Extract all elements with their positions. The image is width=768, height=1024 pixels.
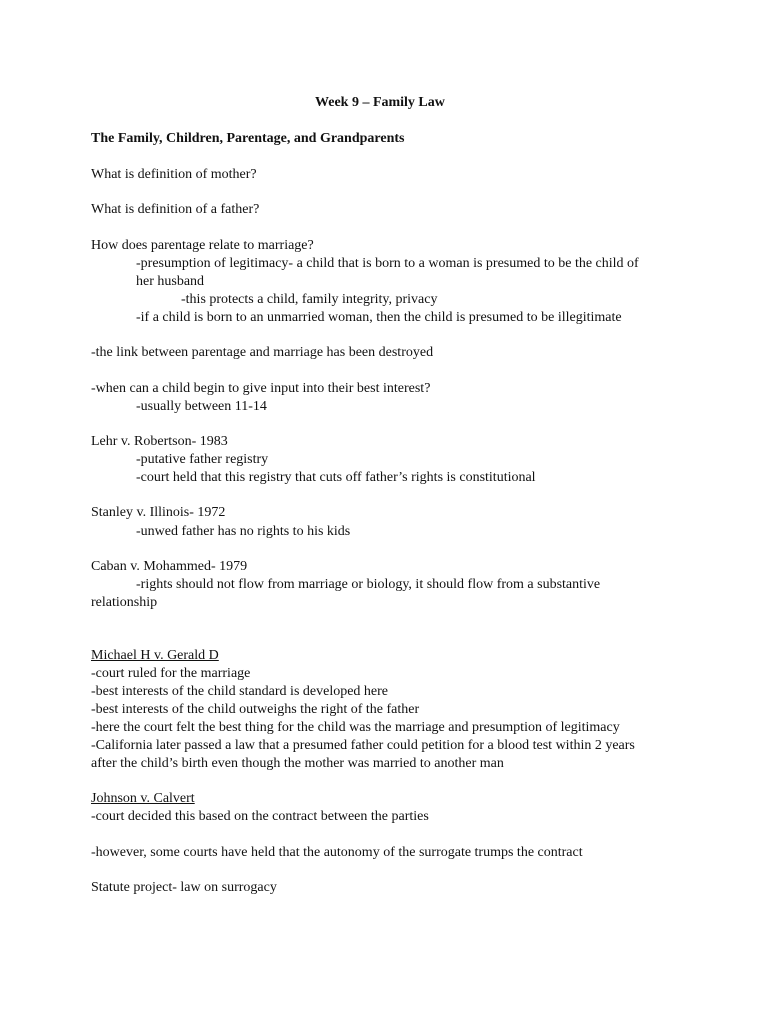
note-line: -putative father registry [136,452,269,467]
case-heading: Caban v. Mohammed- 1979 [91,559,248,574]
note-line: -rights should not flow from marriage or biology, it should flow from a substantive [136,577,601,592]
note-line: Statute project- law on surrogacy [91,880,277,895]
note-line: -court held that this registry that cuts off father’s rights is constitutional [136,470,536,485]
question-parentage: How does parentage relate to marriage? [91,238,314,253]
question-father: What is definition of a father? [91,202,260,217]
note-line: her husband [136,274,205,289]
note-line: -California later passed a law that a presumed father could petition for a blood test within 2 years [91,738,635,753]
note-line: -if a child is born to an unmarried woman, then the child is presumed to be illegitimate [136,310,622,325]
note-line: -court decided this based on the contract between the parties [91,809,429,824]
note-line: -when can a child begin to give input into their best interest? [91,381,431,396]
note-line: -the link between parentage and marriage has been destroyed [91,345,434,360]
note-line: -usually between 11-14 [136,399,267,414]
note-line: -this protects a child, family integrity, privacy [181,292,438,307]
case-heading: Michael H v. Gerald D [91,648,219,663]
note-line: -best interests of the child outweighs the right of the father [91,702,420,717]
note-line: -here the court felt the best thing for the child was the marriage and presumption of legitimacy [91,720,620,735]
question-mother: What is definition of mother? [91,167,257,182]
section-heading: The Family, Children, Parentage, and Grandparents [91,131,405,146]
case-heading: Johnson v. Calvert [91,791,195,806]
note-line: -presumption of legitimacy- a child that is born to a woman is presumed to be the child of [136,256,639,271]
note-line: relationship [91,595,158,610]
note-line: -unwed father has no rights to his kids [136,524,351,539]
note-line: -court ruled for the marriage [91,666,251,681]
note-line: -however, some courts have held that the autonomy of the surrogate trumps the contract [91,845,583,860]
case-heading: Stanley v. Illinois- 1972 [91,505,226,520]
note-line: after the child’s birth even though the mother was married to another man [91,756,504,771]
note-line: -best interests of the child standard is developed here [91,684,389,699]
case-heading: Lehr v. Robertson- 1983 [91,434,228,449]
document-title: Week 9 – Family Law [315,95,445,110]
